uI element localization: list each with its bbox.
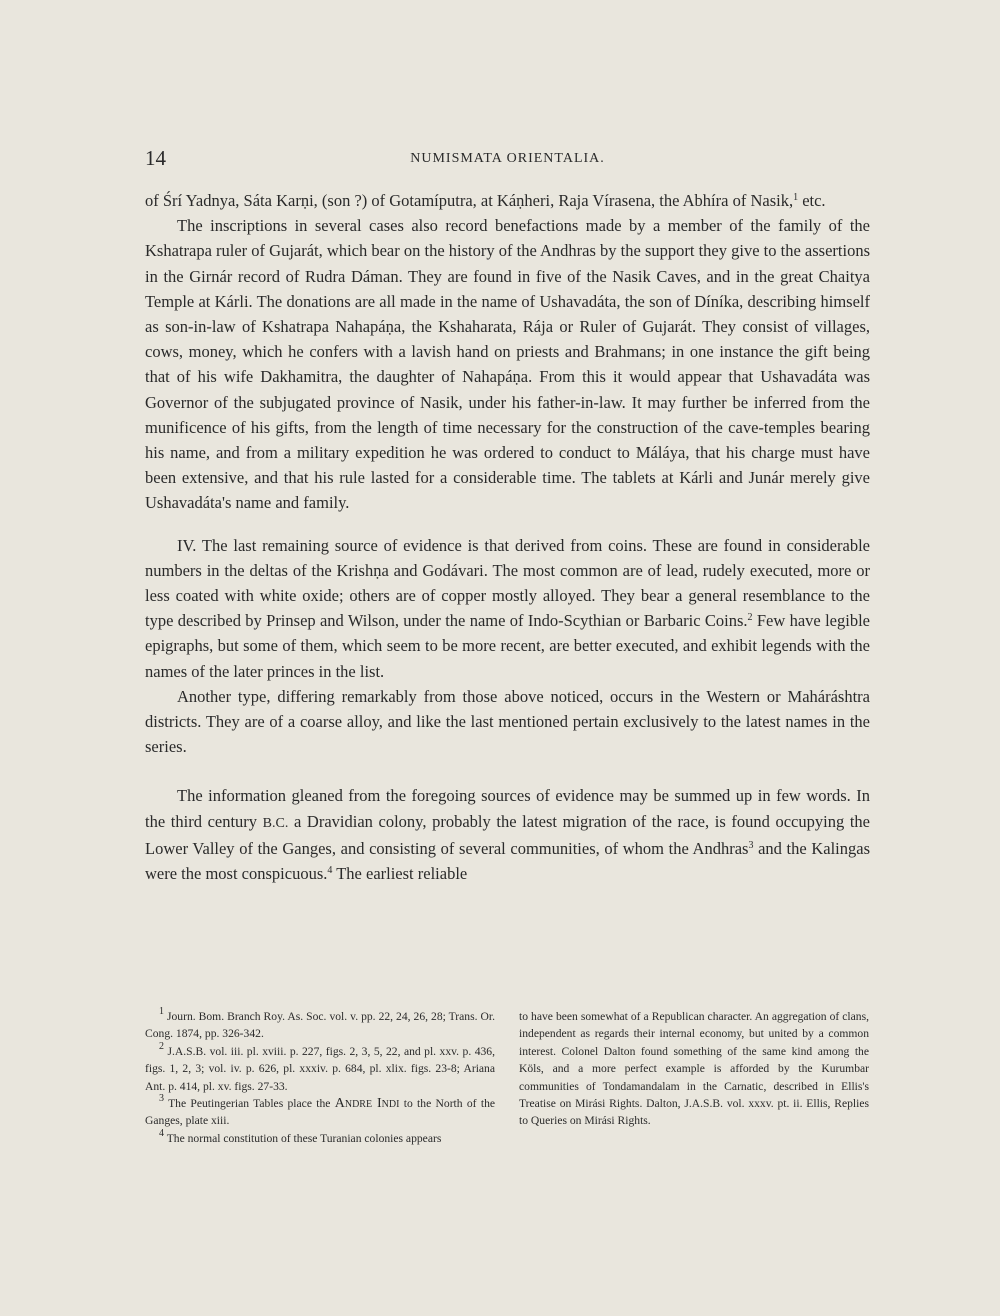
footnote-ref: 1: [793, 192, 799, 203]
text-run: etc.: [798, 191, 826, 210]
page-number: 14: [145, 146, 166, 170]
text-run: IV. The last remaining source of evidence is that derived from coins. These are found in considerable numbers in the deltas of the Krishṇa and Godávari. The most common are of lead, rudely executed, more or less coated with white oxide; others are of copper mostly alloyed. They bear a general resemblance to the type described by Prinsep and Wilson, under the name of Indo-Scythian or Barbaric Coins.: [145, 535, 870, 631]
footnote: [145, 1127, 495, 1147]
footnote-mark: 2: [159, 1040, 164, 1052]
paragraph: [145, 783, 870, 886]
section-gap: [145, 759, 870, 783]
footnote-text: Journ. Bom. Branch Roy. As. Soc. vol. v. pp. 22, 24, 26, 28; Trans. Or. Cong. 1874, pp. 326-342.: [145, 1010, 495, 1041]
footnote-column-right: [519, 1008, 869, 1147]
footnote-text: J.A.S.B. vol. iii. pl. xviii. p. 227, figs. 2, 3, 5, 22, and pl. xxv. p. 436, figs. 1, 2, 3; vol. iv. p. 626, pl. xxxiv. p. 684, pl. xlix. figs. 23-8; Ariana Ant. p. 414, pl. xv. figs. 27-33.: [145, 1044, 495, 1093]
paragraph-continued: [145, 188, 870, 213]
text-run: The information gleaned from the foregoing sources of evidence may be summed up in few words. In the third century: [145, 786, 870, 831]
text-run: and the Kalingas were the most conspicuous.: [145, 838, 870, 884]
small-caps-text: B.C.: [262, 815, 289, 831]
footnote-ref: 3: [748, 839, 754, 851]
footnote-ref: 4: [327, 865, 333, 877]
footnote-text: The normal constitution of these Turanian colonies appears: [164, 1131, 442, 1145]
paragraph: [145, 533, 870, 684]
footnote-column-left: [145, 1008, 495, 1147]
footnote-mark: 3: [159, 1093, 164, 1105]
text-run: of Śrí Yadnya, Sáta Karṇi, (son ?) of Gotamíputra, at Káṇheri, Raja Vírasena, the Abhíra of Nasik,: [145, 191, 794, 210]
footnote: [145, 1095, 495, 1130]
footnote-continued: to have been somewhat of a Republican character. An aggregation of clans, independent as regards their internal economy, but united by a common interest. Colonel Dalton found something of the same kind among the Köls, and a more perfect example is afforded by the Kurumbar communities of Tondamandalam in the Carnatic, described in Ellis's Treatise on Mirási Rights. Dalton, J.A.S.B. vol. xxxv. pt. ii. Ellis, Replies to Queries on Mirási Rights.: [519, 1010, 869, 1128]
paragraph: Another type, differing remarkably from those above noticed, occurs in the Western or Maháráshtra districts. They are of a coarse alloy, and like the last mentioned pertain exclusively to the latest names in the series.: [145, 686, 870, 757]
page-header: [145, 146, 870, 174]
footnotes: [145, 1008, 870, 1147]
text-run: Few have legible epigraphs, but some of them, which seem to be more recent, are better executed, and exhibit legends with the names of the later princes in the list.: [145, 611, 870, 681]
footnote-mark: 4: [159, 1127, 164, 1139]
small-caps-text: Andre Indi: [334, 1096, 400, 1112]
body-text: [145, 188, 870, 886]
text-run: The earliest reliable: [332, 864, 468, 884]
footnote-ref: 2: [747, 612, 753, 624]
footnote-text: to the North of the Ganges, plate xiii.: [145, 1097, 496, 1128]
footnote: [145, 1040, 495, 1095]
footnote: [145, 1008, 495, 1043]
footnote-mark: 1: [159, 1006, 164, 1017]
running-title: NUMISMATA ORIENTALIA.: [410, 151, 605, 166]
text-run: a Dravidian colony, probably the latest migration of the race, is found occupying the Lower Valley of the Ganges, and consisting of several communities, of whom the Andhras: [145, 811, 870, 858]
footnote-text: The Peutingerian Tables place the: [164, 1097, 335, 1111]
section-gap: [145, 516, 870, 533]
paragraph: The inscriptions in several cases also record benefactions made by a member of the family of the Kshatrapa ruler of Gujarát, which bear on the history of the Andhras by the support they give to the assertions in the Girnár record of Rudra Dáman. They are found in five of the Nasik Caves, and in the great Chaitya Temple at Kárli. The donations are all made in the name of Ushavadáta, the son of Díníka, describing himself as son-in-law of Kshatrapa Nahapáṇa, the Kshaharata, Rája or Ruler of Gujarát. They consist of villages, cows, money, which he confers with a lavish hand on priests and Brahmans; in one instance the gift being that of his wife Dakhamitra, the daughter of Nahapáṇa. From this it would appear that Ushavadáta was Governor of the subjugated province of Nasik, under his father-in-law. It may further be inferred from the munificence of his gifts, from the length of time necessary for the construction of the cave-temples bearing his name, and from a military expedition he was ordered to conduct to Máláya, that his charge must have been extensive, and that his rule lasted for a considerable time. The tablets at Kárli and Junár merely give Ushavadáta's name and family.: [145, 216, 870, 513]
